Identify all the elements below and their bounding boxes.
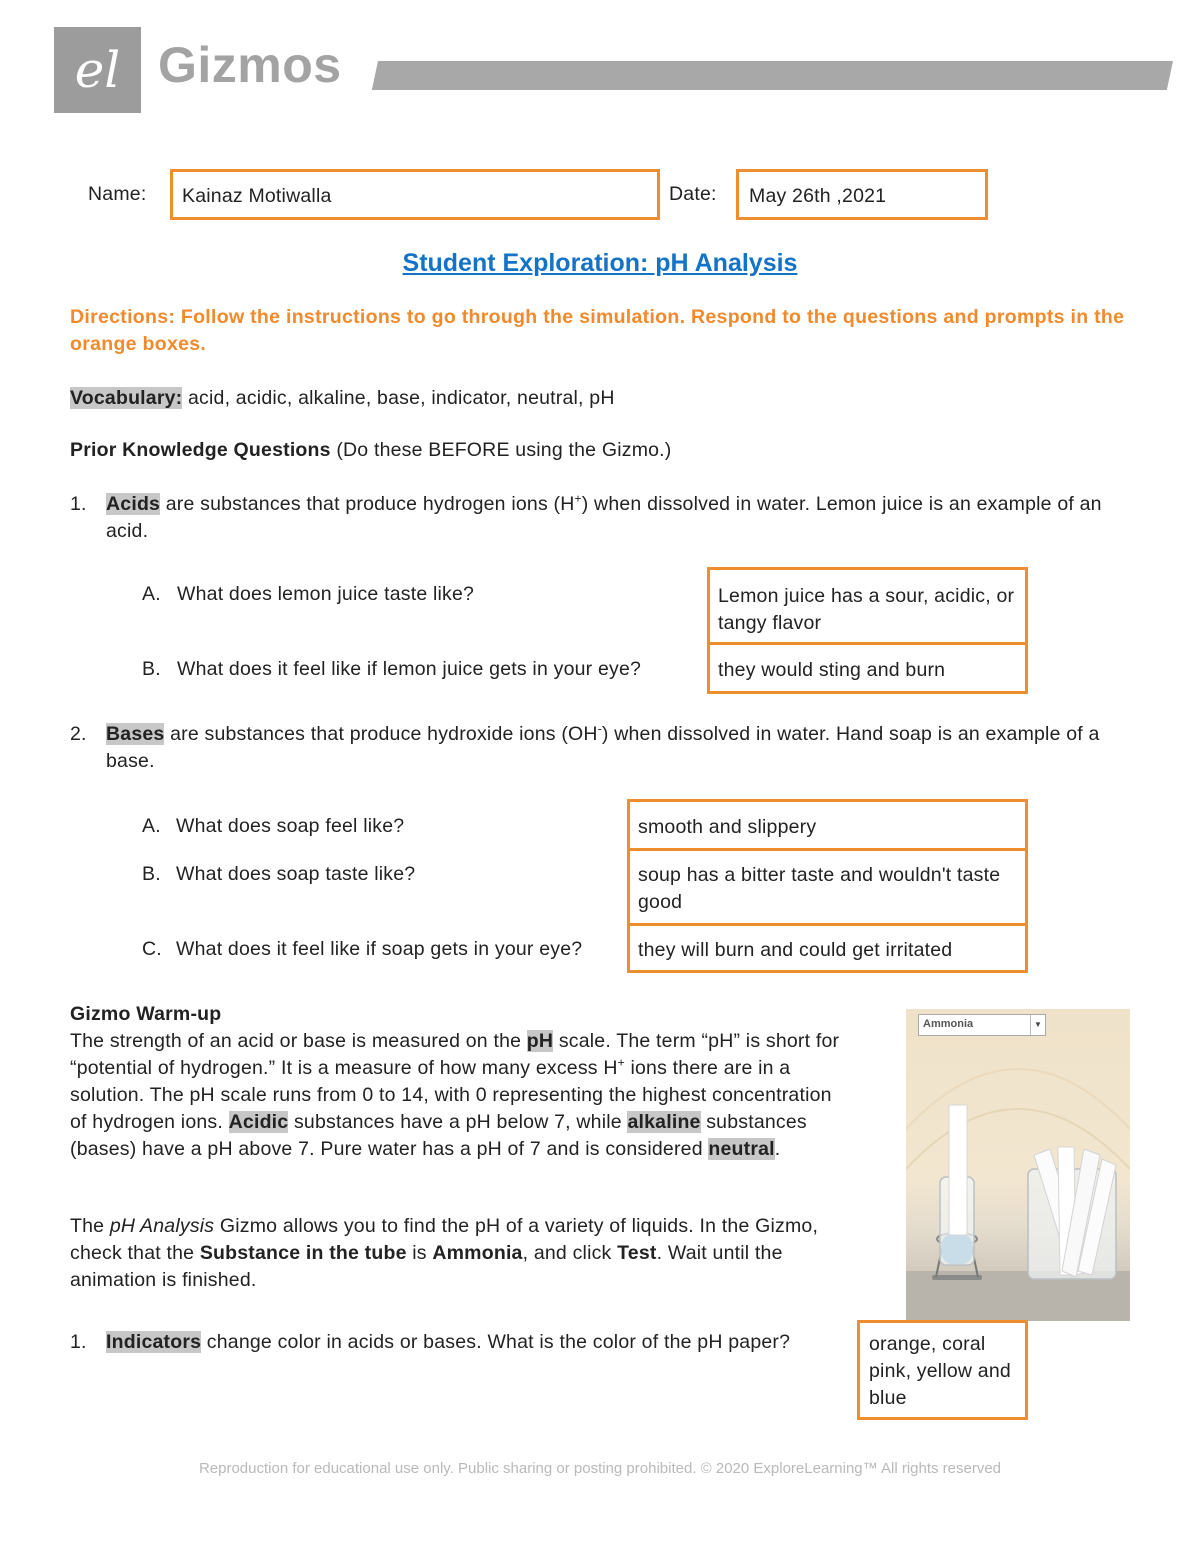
- q2-number: 2.: [70, 723, 87, 745]
- q2c-answer: they will burn and could get irritated: [638, 939, 953, 961]
- term-indicators: Indicators: [106, 1331, 202, 1353]
- q2b-answer: soup has a bitter taste and wouldn't taste good: [638, 864, 1001, 913]
- term-alkaline: alkaline: [627, 1111, 701, 1133]
- substance-dropdown[interactable]: [918, 1014, 1046, 1036]
- warmup-p1-s6: .: [774, 1138, 781, 1160]
- tube-liquid: [942, 1234, 972, 1264]
- brand-name: Gizmos: [158, 37, 342, 93]
- warmup-p2-s5: . Wait until the animation is finished.: [70, 1242, 783, 1291]
- vocabulary: [70, 385, 615, 412]
- q2a-question: What does soap feel like?: [176, 815, 405, 837]
- term-neutral: neutral: [708, 1138, 775, 1160]
- warmup-paragraph-1: [70, 1028, 842, 1163]
- directions: Directions: Follow the instructions to go through the simulation. Respond to the questions and prompts in the orange boxes.: [70, 306, 1125, 355]
- q2c-answer-box[interactable]: [627, 923, 1028, 973]
- q2b-letter: B.: [142, 863, 161, 885]
- q1-sup: +: [574, 491, 582, 506]
- warmup-p1-s2: scale. The term “pH” is short for “potential of hydrogen.” It is a measure of how many excess H: [70, 1030, 840, 1079]
- name-label: Name:: [88, 183, 147, 205]
- q1-text-b: ) when dissolved in water. Lemon juice is an example of an acid.: [106, 493, 1102, 542]
- q2b-answer-box[interactable]: [627, 848, 1028, 926]
- q2b-question: What does soap taste like?: [176, 863, 416, 885]
- substance-dropdown-value: Ammonia: [923, 1018, 974, 1030]
- term-acidic: Acidic: [228, 1111, 289, 1133]
- brand-logo: [54, 27, 141, 113]
- gizmo-simulation-image: [906, 1009, 1130, 1321]
- date-field[interactable]: [736, 169, 988, 220]
- warmup-p1-sup: +: [617, 1055, 625, 1070]
- warmup-q1-question: change color in acids or bases. What is the color of the pH paper?: [201, 1331, 791, 1353]
- warmup-p1-s3: ions there are in a solution. The pH scale runs from 0 to 14, with 0 representing the highest concentration of hydrogen ions.: [70, 1057, 832, 1133]
- q1b-letter: B.: [142, 658, 161, 680]
- warmup-p1-s5: substances (bases) have a pH above 7. Pure water has a pH of 7 and is considered: [70, 1111, 807, 1160]
- q2-text-a: are substances that produce hydroxide ions (OH: [164, 723, 598, 745]
- warmup-p2-s4: , and click: [522, 1242, 618, 1264]
- substance-in-tube: Substance in the tube: [199, 1242, 407, 1264]
- gizmo-name: pH Analysis: [109, 1215, 215, 1237]
- warmup-heading: Gizmo Warm-up: [70, 1003, 222, 1025]
- q2c-question: What does it feel like if soap gets in your eye?: [176, 938, 583, 960]
- q2a-answer-box[interactable]: [627, 799, 1028, 851]
- name-value: Kainaz Motiwalla: [182, 185, 332, 207]
- q2-term: Bases: [106, 723, 165, 745]
- warmup-paragraph-2: [70, 1213, 850, 1294]
- warmup-q1-answer: orange, coral pink, yellow and blue: [869, 1333, 1011, 1409]
- footer-copyright: Reproduction for educational use only. Public sharing or posting prohibited. © 2020 ExploreLearning™ All rights reserved: [198, 1460, 1002, 1477]
- prior-knowledge-heading: [70, 437, 672, 464]
- q2a-answer: smooth and slippery: [638, 816, 817, 838]
- warmup-p2-s2: Gizmo allows you to find the pH of a variety of liquids. In the Gizmo, check that the: [70, 1215, 819, 1264]
- q2-sup: -: [597, 721, 602, 736]
- q1-term: Acids: [106, 493, 161, 515]
- date-label: Date:: [669, 183, 717, 205]
- ph-paper-strip: [949, 1105, 967, 1235]
- chevron-down-icon[interactable]: ▼: [1030, 1015, 1045, 1035]
- q1-text-a: are substances that produce hydrogen ions (H: [160, 493, 575, 515]
- q1a-letter: A.: [142, 583, 161, 605]
- q2-text-b: ) when dissolved in water. Hand soap is an example of a base.: [106, 723, 1100, 772]
- q1b-answer-box[interactable]: [707, 642, 1028, 694]
- warmup-q1-answer-box[interactable]: [857, 1320, 1028, 1420]
- vocabulary-label: Vocabulary:: [70, 387, 183, 409]
- ammonia: Ammonia: [432, 1242, 523, 1264]
- warmup-p1-s4: substances have a pH below 7, while: [288, 1111, 628, 1133]
- q1b-answer: they would sting and burn: [718, 659, 946, 681]
- vocabulary-terms: acid, acidic, alkaline, base, indicator, neutral, pH: [182, 387, 615, 409]
- warmup-q1-number: 1.: [70, 1331, 87, 1353]
- lab-illustration: [906, 1009, 1130, 1321]
- date-value: May 26th ,2021: [749, 185, 887, 207]
- q1-number: 1.: [70, 493, 87, 515]
- warmup-p2-s1: The: [70, 1215, 110, 1237]
- prior-knowledge-note: (Do these BEFORE using the Gizmo.): [330, 439, 672, 461]
- warmup-p2-s3: is: [406, 1242, 433, 1264]
- brand-logo-letter: el: [74, 41, 121, 99]
- stand-base: [932, 1275, 982, 1280]
- test: Test: [617, 1242, 657, 1264]
- q2c-letter: C.: [142, 938, 162, 960]
- name-field[interactable]: [170, 169, 660, 220]
- warmup-q1-text: [106, 1329, 856, 1356]
- q1a-answer-box[interactable]: [707, 567, 1028, 645]
- q2a-letter: A.: [142, 815, 161, 837]
- q1-text: [106, 491, 1141, 545]
- q1a-question: What does lemon juice taste like?: [177, 583, 475, 605]
- q1b-question: What does it feel like if lemon juice gets in your eye?: [177, 658, 642, 680]
- warmup-p1-s1: The strength of an acid or base is measured on the: [70, 1030, 527, 1052]
- term-ph: pH: [526, 1030, 554, 1052]
- q2-text: [106, 721, 1106, 775]
- background-arc: [906, 1069, 1130, 1129]
- q1a-answer: Lemon juice has a sour, acidic, or tangy flavor: [718, 585, 1015, 634]
- page-title: Student Exploration: pH Analysis: [402, 249, 798, 277]
- prior-knowledge-label: Prior Knowledge Questions: [70, 439, 331, 461]
- header-bar: [372, 61, 1173, 90]
